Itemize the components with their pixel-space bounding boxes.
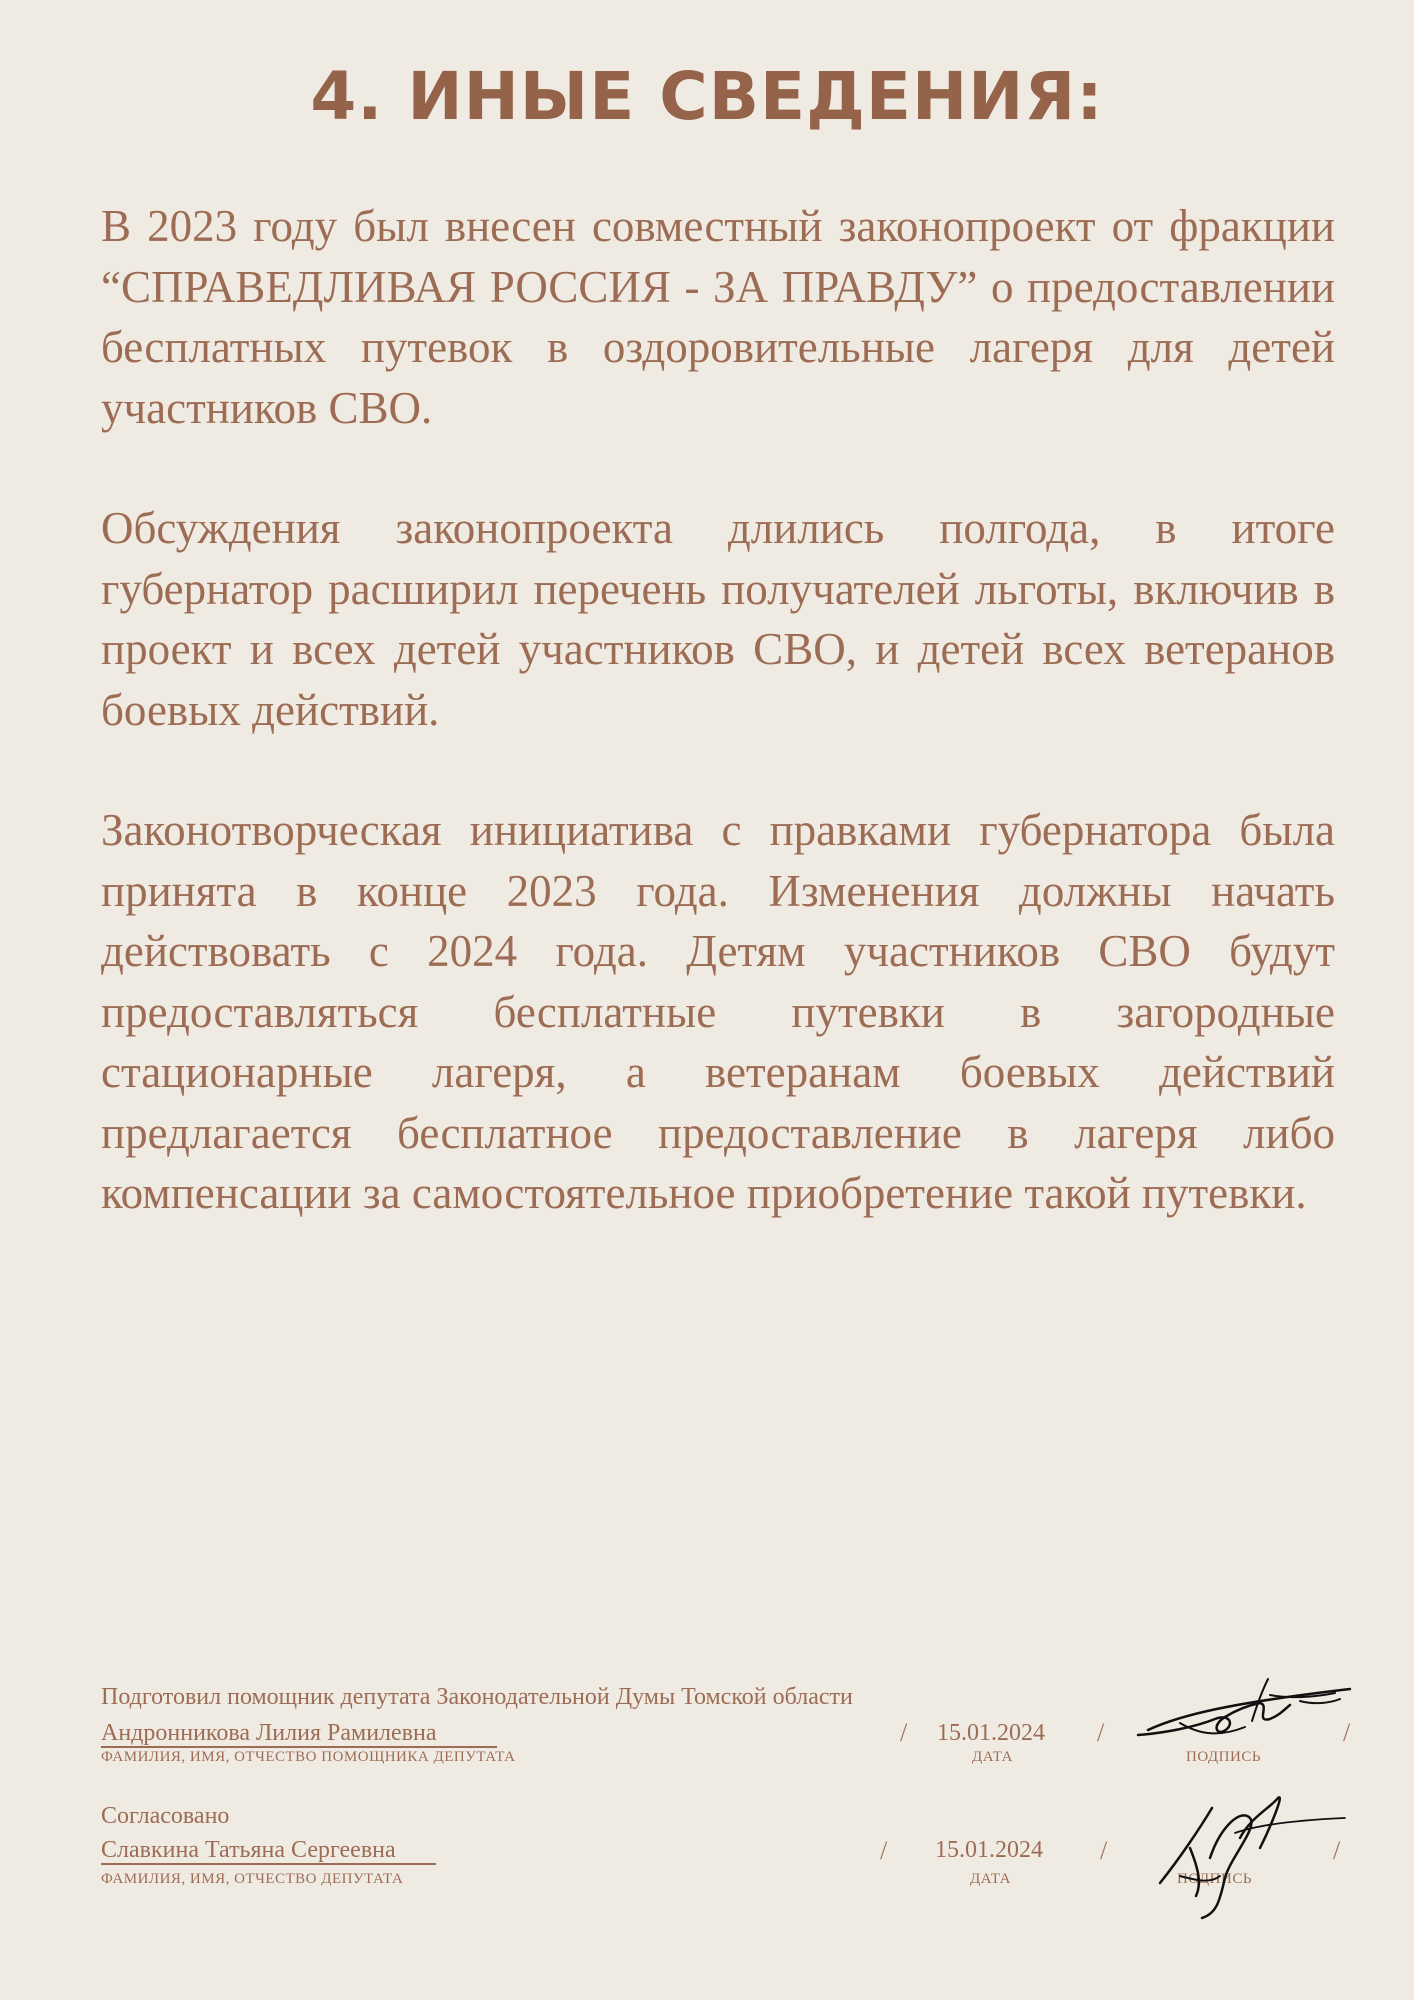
separator: / [1097, 1718, 1105, 1747]
prepared-signature-caption: ПОДПИСЬ [1186, 1749, 1261, 1765]
approved-intro: Согласовано [101, 1803, 230, 1829]
prepared-date: 15.01.2024 [937, 1720, 1045, 1746]
approved-signature-caption: ПОДПИСЬ [1177, 1871, 1252, 1887]
page-title: 4. ИНЫЕ СВЕДЕНИЯ: [310, 58, 1104, 135]
deputy-signature [1150, 1788, 1350, 1928]
paragraph-1: В 2023 году был внесен совместный законопроект от фракции “СПРАВЕДЛИВАЯ РОССИЯ - ЗА ПРАВДУ” о предоставлении бесплатных путевок в оздоровительные лагеря для детей участников СВО. [101, 201, 1335, 433]
assistant-name-caption: ФАМИЛИЯ, ИМЯ, ОТЧЕСТВО ПОМОЩНИКА ДЕПУТАТА [101, 1749, 516, 1765]
deputy-name: Славкина Татьяна Сергеевна [101, 1837, 436, 1865]
separator: / [880, 1836, 888, 1865]
document-body [101, 196, 1335, 1224]
approved-date-caption: ДАТА [970, 1871, 1011, 1887]
paragraph-3: Законотворческая инициатива с правками губернатора была принята в конце 2023 года. Изменения должны начать действовать с 2024 года. Детям участников СВО будут предоставляться бесплатные путевки в загородные стационарные лагеря, а ветеранам боевых действий предлагается бесплатное предоставление в лагеря либо компенсации за самостоятельное приобретение такой путевки. [101, 805, 1335, 1218]
assistant-name: Андронникова Лилия Рамилевна [101, 1720, 497, 1748]
separator: / [900, 1718, 908, 1747]
approved-date: 15.01.2024 [935, 1837, 1043, 1863]
assistant-signature [1120, 1675, 1360, 1755]
separator: / [1100, 1836, 1108, 1865]
deputy-name-caption: ФАМИЛИЯ, ИМЯ, ОТЧЕСТВО ДЕПУТАТА [101, 1871, 404, 1887]
separator: / [1343, 1718, 1351, 1747]
prepared-intro: Подготовил помощник депутата Законодательной Думы Томской области [101, 1684, 853, 1710]
paragraph-2: Обсуждения законопроекта длились полгода, в итоге губернатор расширил перечень получателей льготы, включив в проект и всех детей участников СВО, и детей всех ветеранов боевых действий. [101, 503, 1335, 735]
separator: / [1333, 1836, 1341, 1865]
prepared-date-caption: ДАТА [972, 1749, 1013, 1765]
